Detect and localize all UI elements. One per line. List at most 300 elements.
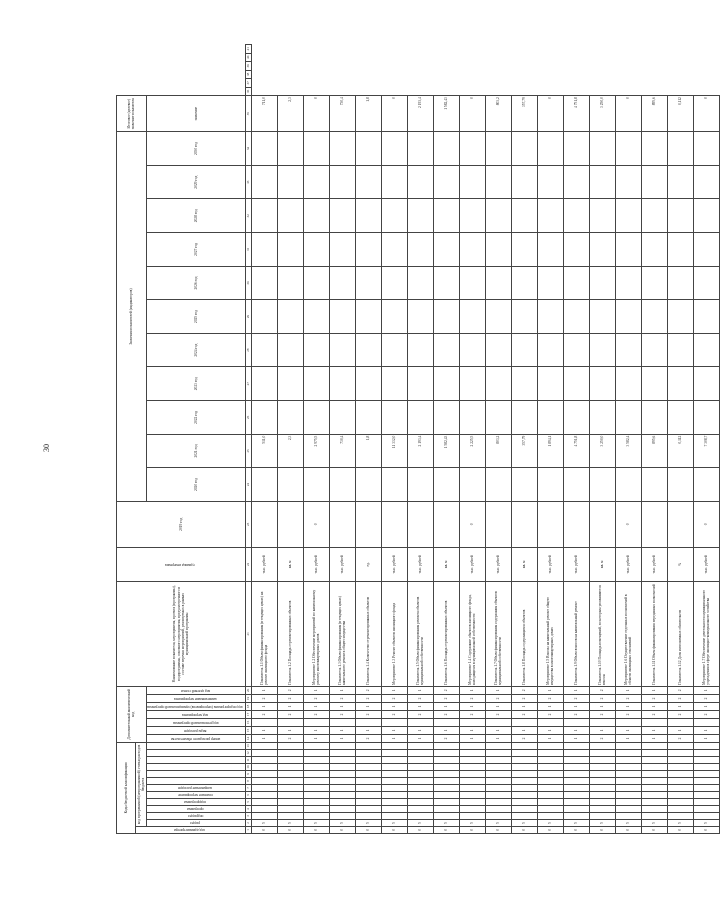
year-value bbox=[485, 333, 511, 367]
code-cell bbox=[459, 778, 485, 785]
year-value bbox=[537, 333, 563, 367]
year-value bbox=[355, 233, 381, 267]
code-cell: 0 bbox=[693, 827, 719, 834]
code-cell: 5 bbox=[615, 820, 641, 827]
header-extra-code-group: Дополнительный аналитический код bbox=[117, 686, 147, 742]
column-number: 19 bbox=[245, 694, 251, 702]
code-cell: 5 bbox=[329, 820, 355, 827]
code-cell bbox=[303, 757, 329, 764]
code-cell bbox=[303, 806, 329, 813]
year-value: 2 975,5 bbox=[303, 434, 329, 468]
row-name: Показатель 1.3 Объем финансирования (в текущих ценах) капитального ремонта общего имущества bbox=[329, 581, 355, 686]
row-unit: тыс. рублей bbox=[251, 547, 277, 581]
code-cell bbox=[433, 799, 459, 806]
code-cell: 0 bbox=[407, 827, 433, 834]
code-cell bbox=[407, 785, 433, 792]
year-value bbox=[459, 333, 485, 367]
extra-code-cell: 1 bbox=[303, 686, 329, 694]
column-number: 38 bbox=[245, 70, 251, 79]
header-extra-col-3 bbox=[146, 710, 245, 718]
code-cell: 0 bbox=[615, 827, 641, 834]
column-number: 18 bbox=[245, 702, 251, 710]
year-value bbox=[277, 300, 303, 334]
year-value bbox=[433, 266, 459, 300]
year-value bbox=[251, 132, 277, 166]
year-value bbox=[615, 333, 641, 367]
row-base-value bbox=[537, 501, 563, 547]
year-value bbox=[355, 165, 381, 199]
header-extra-col-5-text: наименование мероприятия bbox=[173, 696, 217, 701]
table-row bbox=[537, 45, 563, 834]
year-value bbox=[355, 132, 381, 166]
code-cell bbox=[277, 813, 303, 820]
year-value bbox=[407, 300, 433, 334]
code-cell bbox=[277, 799, 303, 806]
code-cell bbox=[563, 771, 589, 778]
column-number: 12 bbox=[246, 751, 251, 755]
header-extra-col-1-text: виды расходов bbox=[184, 728, 207, 733]
year-value bbox=[667, 300, 693, 334]
extra-code-cell: 2 bbox=[615, 694, 641, 702]
column-number: 8 bbox=[245, 778, 251, 785]
row-base-value bbox=[433, 501, 459, 547]
code-cell bbox=[589, 785, 615, 792]
code-cell bbox=[433, 764, 459, 771]
code-cell: 0 bbox=[589, 827, 615, 834]
year-value bbox=[381, 266, 407, 300]
code-cell bbox=[251, 799, 277, 806]
code-cell bbox=[589, 792, 615, 799]
code-cell bbox=[667, 757, 693, 764]
code-cell bbox=[667, 742, 693, 749]
year-value: 2 225,5 bbox=[459, 434, 485, 468]
code-cell bbox=[433, 778, 459, 785]
code-cell bbox=[485, 813, 511, 820]
year-value: 2,3 bbox=[277, 434, 303, 468]
header-code-col-1-text: раздел bbox=[190, 821, 201, 825]
extra-code-cell: 1 bbox=[355, 726, 381, 734]
row-unit: тыс. рублей bbox=[693, 547, 719, 581]
code-cell bbox=[511, 778, 537, 785]
header-name-column: Наименование показателя, мероприятия, проекта (программы), подпрограммы, основного мероприятия, предусмотренного в составе перечня мероприятий, реализуемых в рамках муниципальной программы bbox=[117, 581, 246, 686]
year-value bbox=[251, 266, 277, 300]
extra-code-cell: 1 bbox=[641, 726, 667, 734]
year-value bbox=[433, 165, 459, 199]
header-code-col-7 bbox=[146, 778, 245, 785]
year-value: 4 751,8 bbox=[563, 434, 589, 468]
table-row bbox=[641, 45, 667, 834]
table-row bbox=[433, 45, 459, 834]
year-value bbox=[355, 300, 381, 334]
row-unit: ед. bbox=[355, 547, 381, 581]
year-value bbox=[641, 165, 667, 199]
year-value bbox=[615, 367, 641, 401]
extra-code-cell: 1 bbox=[485, 726, 511, 734]
extra-code-cell: 1 bbox=[641, 686, 667, 694]
table-row bbox=[277, 45, 303, 834]
code-cell bbox=[615, 813, 641, 820]
code-cell bbox=[641, 742, 667, 749]
year-value: 803,2 bbox=[485, 434, 511, 468]
code-cell: 0 bbox=[329, 827, 355, 834]
year-value bbox=[459, 468, 485, 502]
year-value bbox=[329, 300, 355, 334]
column-number: 40 bbox=[245, 53, 251, 62]
code-cell bbox=[303, 771, 329, 778]
extra-code-cell: 2 bbox=[329, 710, 355, 718]
code-cell bbox=[563, 813, 589, 820]
code-cell bbox=[693, 750, 719, 757]
row-name: Мероприятие 1.5 Взносы на капитальный ремонт общего имущества в многоквартирных домах bbox=[537, 581, 563, 686]
year-value bbox=[407, 132, 433, 166]
year-value bbox=[277, 266, 303, 300]
code-cell bbox=[589, 813, 615, 820]
extra-code-cell: 1 bbox=[407, 702, 433, 710]
code-cell bbox=[485, 771, 511, 778]
extra-code-cell: 2 bbox=[355, 686, 381, 694]
header-code-col-11 bbox=[146, 750, 245, 757]
extra-code-cell: 1 bbox=[641, 734, 667, 742]
year-value: 511,0 bbox=[251, 434, 277, 468]
extra-code-cell: 1 bbox=[381, 734, 407, 742]
header-extra-col-6-text: код целевой статьи bbox=[180, 688, 210, 693]
year-value bbox=[303, 165, 329, 199]
code-cell bbox=[251, 785, 277, 792]
row-final-value: 895,6 bbox=[641, 96, 667, 132]
column-number: 11 bbox=[246, 758, 251, 762]
code-cell bbox=[693, 792, 719, 799]
code-cell bbox=[407, 764, 433, 771]
code-cell: 0 bbox=[381, 827, 407, 834]
year-value bbox=[277, 401, 303, 435]
extra-code-cell: 1 bbox=[485, 734, 511, 742]
code-cell bbox=[459, 792, 485, 799]
extra-code-cell: 1 bbox=[329, 686, 355, 694]
code-cell: 0 bbox=[433, 827, 459, 834]
code-cell bbox=[407, 771, 433, 778]
year-value bbox=[641, 468, 667, 502]
column-number: 35 bbox=[245, 96, 251, 132]
extra-code-cell: 1 bbox=[407, 686, 433, 694]
row-unit: тыс. рублей bbox=[641, 547, 667, 581]
year-value bbox=[407, 233, 433, 267]
year-value bbox=[563, 233, 589, 267]
code-cell: 0 bbox=[251, 827, 277, 834]
code-cell bbox=[667, 785, 693, 792]
code-cell: 5 bbox=[511, 820, 537, 827]
year-value bbox=[459, 367, 485, 401]
year-value bbox=[667, 266, 693, 300]
extra-code-cell: 1 bbox=[381, 726, 407, 734]
row-name: Показатель 1.5 Объем финансирования ремонта объектов муниципальной собственности bbox=[407, 581, 433, 686]
extra-code-cell: 1 bbox=[693, 726, 719, 734]
code-cell: 5 bbox=[485, 820, 511, 827]
code-cell bbox=[355, 757, 381, 764]
extra-code-cell: 2 bbox=[459, 710, 485, 718]
header-code-col-6 bbox=[146, 785, 245, 792]
column-number: 36 bbox=[245, 87, 251, 96]
code-cell bbox=[407, 799, 433, 806]
code-cell: 5 bbox=[589, 820, 615, 827]
code-cell bbox=[641, 799, 667, 806]
code-cell bbox=[459, 757, 485, 764]
year-value bbox=[641, 401, 667, 435]
year-value bbox=[303, 132, 329, 166]
extra-code-cell: 1 bbox=[459, 702, 485, 710]
year-value bbox=[563, 266, 589, 300]
code-cell bbox=[381, 764, 407, 771]
extra-code-cell: 2 bbox=[459, 694, 485, 702]
code-cell bbox=[433, 750, 459, 757]
program-indicators-table bbox=[116, 44, 720, 834]
year-value bbox=[615, 300, 641, 334]
extra-code-cell: 1 bbox=[511, 702, 537, 710]
code-cell bbox=[485, 764, 511, 771]
code-cell bbox=[485, 750, 511, 757]
extra-code-cell bbox=[277, 718, 303, 726]
year-value bbox=[641, 233, 667, 267]
row-final-value: 0 bbox=[537, 96, 563, 132]
year-value bbox=[407, 266, 433, 300]
year-value: 2 193,4 bbox=[407, 434, 433, 468]
year-value bbox=[693, 401, 719, 435]
row-base-value bbox=[355, 501, 381, 547]
year-value bbox=[459, 233, 485, 267]
code-cell bbox=[693, 785, 719, 792]
code-cell bbox=[641, 792, 667, 799]
row-base-value bbox=[251, 501, 277, 547]
code-cell bbox=[667, 764, 693, 771]
year-value bbox=[407, 401, 433, 435]
table-row bbox=[459, 45, 485, 834]
row-base-value: 0 bbox=[615, 501, 641, 547]
header-year-10: 2030 год bbox=[146, 132, 245, 166]
year-value bbox=[433, 333, 459, 367]
extra-code-cell: 1 bbox=[303, 702, 329, 710]
extra-code-cell: 1 bbox=[433, 702, 459, 710]
extra-code-cell: 2 bbox=[381, 694, 407, 702]
extra-code-cell: 1 bbox=[277, 702, 303, 710]
code-cell bbox=[693, 764, 719, 771]
header-code-col-2 bbox=[146, 813, 245, 820]
year-value bbox=[251, 401, 277, 435]
header-final-group: Итоговое (целевое) значение показателя bbox=[117, 96, 147, 132]
year-value bbox=[693, 266, 719, 300]
row-name: Показатель 1.7 Объем финансирования содержания объектов муниципальной собственности bbox=[485, 581, 511, 686]
extra-code-cell: 1 bbox=[537, 726, 563, 734]
year-value bbox=[381, 333, 407, 367]
code-cell bbox=[537, 792, 563, 799]
extra-code-cell bbox=[433, 718, 459, 726]
code-cell bbox=[381, 750, 407, 757]
year-value bbox=[667, 199, 693, 233]
code-cell: 0 bbox=[511, 827, 537, 834]
year-value bbox=[563, 401, 589, 435]
table-row bbox=[381, 45, 407, 834]
extra-code-cell bbox=[329, 718, 355, 726]
extra-code-cell: 1 bbox=[693, 702, 719, 710]
year-value bbox=[589, 165, 615, 199]
row-final-value: 0,112 bbox=[667, 96, 693, 132]
code-cell bbox=[251, 764, 277, 771]
year-value bbox=[433, 401, 459, 435]
extra-code-cell: 2 bbox=[667, 710, 693, 718]
year-value bbox=[537, 266, 563, 300]
header-year-8: 2028 год bbox=[146, 199, 245, 233]
extra-code-cell: 1 bbox=[329, 702, 355, 710]
row-base-value bbox=[277, 501, 303, 547]
extra-code-cell: 1 bbox=[459, 686, 485, 694]
extra-code-cell bbox=[511, 718, 537, 726]
year-value bbox=[381, 199, 407, 233]
header-extra-col-2 bbox=[146, 718, 245, 726]
row-unit: тыс. рублей bbox=[563, 547, 589, 581]
code-cell bbox=[381, 813, 407, 820]
code-cell bbox=[303, 799, 329, 806]
header-extra-col-6 bbox=[146, 686, 245, 694]
code-cell bbox=[277, 806, 303, 813]
column-number: 4 bbox=[245, 806, 251, 813]
column-number: 22 bbox=[245, 547, 251, 581]
year-value bbox=[563, 367, 589, 401]
extra-code-cell: 2 bbox=[563, 710, 589, 718]
extra-code-cell: 2 bbox=[693, 710, 719, 718]
code-cell bbox=[615, 771, 641, 778]
code-cell bbox=[641, 813, 667, 820]
extra-code-cell: 1 bbox=[563, 726, 589, 734]
table-row bbox=[589, 45, 615, 834]
extra-code-cell: 2 bbox=[433, 734, 459, 742]
code-cell bbox=[433, 757, 459, 764]
extra-code-cell: 1 bbox=[251, 734, 277, 742]
year-value bbox=[407, 199, 433, 233]
code-cell bbox=[511, 771, 537, 778]
extra-code-cell bbox=[641, 718, 667, 726]
header-code-col-1 bbox=[146, 820, 245, 827]
year-value bbox=[329, 401, 355, 435]
row-final-value: 0 bbox=[459, 96, 485, 132]
code-cell bbox=[355, 764, 381, 771]
code-cell bbox=[589, 799, 615, 806]
code-cell bbox=[329, 757, 355, 764]
column-number: 14 bbox=[245, 734, 251, 742]
code-cell bbox=[693, 806, 719, 813]
column-number: 24 bbox=[245, 468, 251, 502]
code-cell: 0 bbox=[667, 827, 693, 834]
code-cell bbox=[459, 785, 485, 792]
code-cell bbox=[251, 771, 277, 778]
year-value bbox=[589, 233, 615, 267]
code-cell bbox=[381, 792, 407, 799]
extra-code-cell: 1 bbox=[693, 686, 719, 694]
code-cell: 5 bbox=[355, 820, 381, 827]
year-value bbox=[277, 233, 303, 267]
year-value bbox=[303, 333, 329, 367]
header-code-col-4 bbox=[146, 799, 245, 806]
code-cell: 5 bbox=[303, 820, 329, 827]
column-number: 26 bbox=[245, 401, 251, 435]
code-cell bbox=[693, 742, 719, 749]
year-value: 7 308,7 bbox=[693, 434, 719, 468]
code-cell bbox=[355, 799, 381, 806]
year-value bbox=[615, 165, 641, 199]
header-unit-column-text: единица измерения bbox=[165, 562, 196, 567]
code-cell bbox=[589, 742, 615, 749]
code-cell bbox=[277, 757, 303, 764]
code-cell bbox=[381, 806, 407, 813]
code-cell bbox=[303, 785, 329, 792]
year-value bbox=[251, 233, 277, 267]
code-cell bbox=[329, 778, 355, 785]
code-cell bbox=[615, 799, 641, 806]
code-cell bbox=[537, 778, 563, 785]
table-row bbox=[485, 45, 511, 834]
row-name: Мероприятие 1.7 Обеспечение деятельности муниципального учреждения в сфере жилищно-коммунального хозяйства bbox=[693, 581, 719, 686]
extra-code-cell: 2 bbox=[589, 734, 615, 742]
code-cell bbox=[251, 750, 277, 757]
code-cell bbox=[407, 778, 433, 785]
year-value bbox=[329, 199, 355, 233]
code-cell bbox=[407, 813, 433, 820]
header-code-col-5 bbox=[146, 792, 245, 799]
year-value bbox=[407, 468, 433, 502]
extra-code-cell: 2 bbox=[251, 694, 277, 702]
code-cell bbox=[485, 785, 511, 792]
header-extra-col-0 bbox=[146, 734, 245, 742]
year-value bbox=[277, 367, 303, 401]
year-value bbox=[329, 233, 355, 267]
extra-code-cell: 2 bbox=[641, 710, 667, 718]
year-value bbox=[511, 468, 537, 502]
year-value bbox=[615, 199, 641, 233]
year-value: 357,79 bbox=[511, 434, 537, 468]
code-cell bbox=[303, 778, 329, 785]
code-cell bbox=[563, 785, 589, 792]
code-cell bbox=[433, 792, 459, 799]
extra-code-cell: 2 bbox=[537, 694, 563, 702]
year-value bbox=[251, 300, 277, 334]
year-value bbox=[537, 233, 563, 267]
extra-code-cell: 2 bbox=[511, 694, 537, 702]
code-cell bbox=[329, 750, 355, 757]
code-cell bbox=[329, 813, 355, 820]
year-value: 1 582,43 bbox=[433, 434, 459, 468]
code-cell bbox=[433, 806, 459, 813]
extra-code-cell: 2 bbox=[511, 686, 537, 694]
code-cell bbox=[641, 750, 667, 757]
rotated-table-wrapper bbox=[116, 44, 711, 834]
year-value bbox=[303, 401, 329, 435]
extra-code-cell bbox=[251, 718, 277, 726]
code-cell bbox=[355, 778, 381, 785]
year-value bbox=[485, 300, 511, 334]
year-value bbox=[459, 132, 485, 166]
header-year-6: 2026 год bbox=[146, 266, 245, 300]
code-cell bbox=[329, 799, 355, 806]
column-number: 21 bbox=[245, 581, 251, 686]
code-cell bbox=[693, 771, 719, 778]
extra-code-cell: 1 bbox=[251, 702, 277, 710]
extra-code-cell: 1 bbox=[251, 726, 277, 734]
extra-code-cell: 1 bbox=[251, 686, 277, 694]
row-name: Мероприятие 1.2 Обеспечение мероприятий по капитальному ремонту многоквартирных домов bbox=[303, 581, 329, 686]
year-value bbox=[589, 468, 615, 502]
column-number: 17 bbox=[245, 710, 251, 718]
year-value bbox=[589, 199, 615, 233]
year-value bbox=[355, 266, 381, 300]
header-extra-col-2-text: код региональной программы bbox=[172, 720, 218, 725]
extra-code-cell: 2 bbox=[589, 710, 615, 718]
